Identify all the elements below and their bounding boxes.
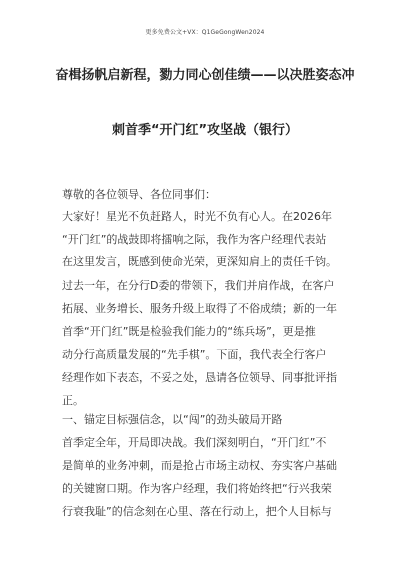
body-line: “开门红”的战鼓即将擂响之际，我作为客户经理代表站 xyxy=(62,233,327,246)
body-line: 是简单的业务冲刺，而是抢占市场主动权、夯实客户基础 xyxy=(62,459,337,472)
body-line: 行衰我耻”的信念刻在心里、落在行动上，把个人目标与 xyxy=(62,505,332,518)
section-heading-1: 一、锚定目标强信念，以“闯”的劲头破局开路 xyxy=(62,413,283,426)
body-line: 的关键窗口期。作为客户经理，我们将始终把“行兴我荣 xyxy=(62,482,332,495)
body-line: 首季“开门红”既是检验我们能力的“练兵场”，更是推 xyxy=(62,325,316,338)
body-line: 正。 xyxy=(62,394,84,407)
document-title-line-1: 奋楫扬帆启新程，勠力同心创佳绩——以决胜姿态冲 xyxy=(55,68,355,83)
header-note: 更多免费公文+VX：Q1GeGongWen2024 xyxy=(145,29,265,36)
body-line: 在这里发言，既感到使命光荣，更深知肩上的责任千钧。 xyxy=(62,255,337,268)
body-line: 过去一年，在分行D委的带领下，我们并肩作战，在客户 xyxy=(62,279,335,292)
body-line: 拓展、业务增长、服务升级上取得了不俗成绩；新的一年 xyxy=(62,302,337,315)
body-line-salutation: 尊敬的各位领导、各位同事们： xyxy=(62,188,216,201)
body-line: 首季定全年，开局即决战。我们深刻明白，“开门红”不 xyxy=(62,436,327,449)
body-line: 动分行高质量发展的“先手棋”。下面，我代表全行客户 xyxy=(62,348,327,361)
document-title-line-2: 刺首季“开门红”攻坚战（银行） xyxy=(111,123,299,138)
body-line: 经理作如下表态，不妥之处，恳请各位领导、同事批评指 xyxy=(62,371,337,384)
body-line: 大家好！星光不负赶路人，时光不负有心人。在2026年 xyxy=(62,210,332,223)
